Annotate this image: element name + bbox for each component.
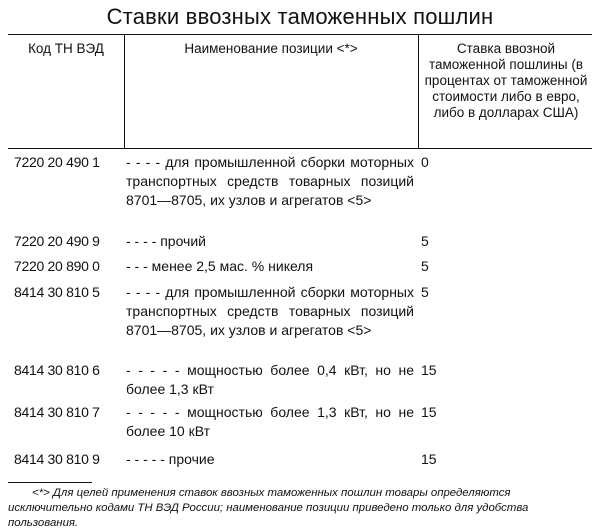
table-row-rate: 5 [421,258,429,274]
table-row-name: - - - - прочий [126,233,206,249]
table-row-rate: 0 [421,154,429,170]
table-row-code: 8414 30 810 5 [14,284,100,300]
table-row-rate: 15 [421,362,437,378]
footnote-rule [8,482,92,483]
header-name: Наименование позиции <*> [184,41,358,56]
table-row-rate: 15 [421,451,437,467]
header-divider-1 [124,35,125,148]
table-row-code: 8414 30 810 7 [14,404,100,420]
table-row-rate: 5 [421,284,429,300]
header-code: Код ТН ВЭД [28,41,104,56]
table-row-code: 7220 20 490 9 [14,233,100,249]
table-row-code: 8414 30 810 6 [14,362,100,378]
header-divider-2 [418,35,419,148]
table-row-rate: 5 [421,233,429,249]
table-row-name: - - - - - прочие [126,451,215,467]
header-rate: Ставка ввозной таможенной пошлины (в процентах от таможенной стоимости либо в евро, либо в долларах США) [424,41,588,120]
page-title: Ставки ввозных таможенных пошлин [106,4,494,29]
table-row-rate: 15 [421,404,437,420]
table-row-name: - - - - для промышленной сборки моторных транспортных средств товарных позиций 8701—8705, их узлов и агрегатов <5> [126,284,414,338]
table-row-name: - - - менее 2,5 мас. % никеля [126,258,314,274]
table-row-name: - - - - - мощностью более 0,4 кВт, но не более 1,3 кВт [126,362,414,397]
table-row-name: - - - - - мощностью более 1,3 кВт, но не более 10 кВт [126,404,414,439]
table-row-code: 7220 20 490 1 [14,154,100,170]
table-row-name: - - - - для промышленной сборки моторных транспортных средств товарных позиций 8701—8705, их узлов и агрегатов <5> [126,154,414,208]
table-top-rule [8,34,592,35]
table-row-code: 8414 30 810 9 [14,451,100,467]
header-bottom-rule [8,148,592,149]
footnote: <*> Для целей применения ставок ввозных таможенных пошлин товары определяются исключительно кодами ТН ВЭД России; наименование позиции приведено только для удобства пользования. [8,487,529,529]
table-row-code: 7220 20 890 0 [14,258,100,274]
